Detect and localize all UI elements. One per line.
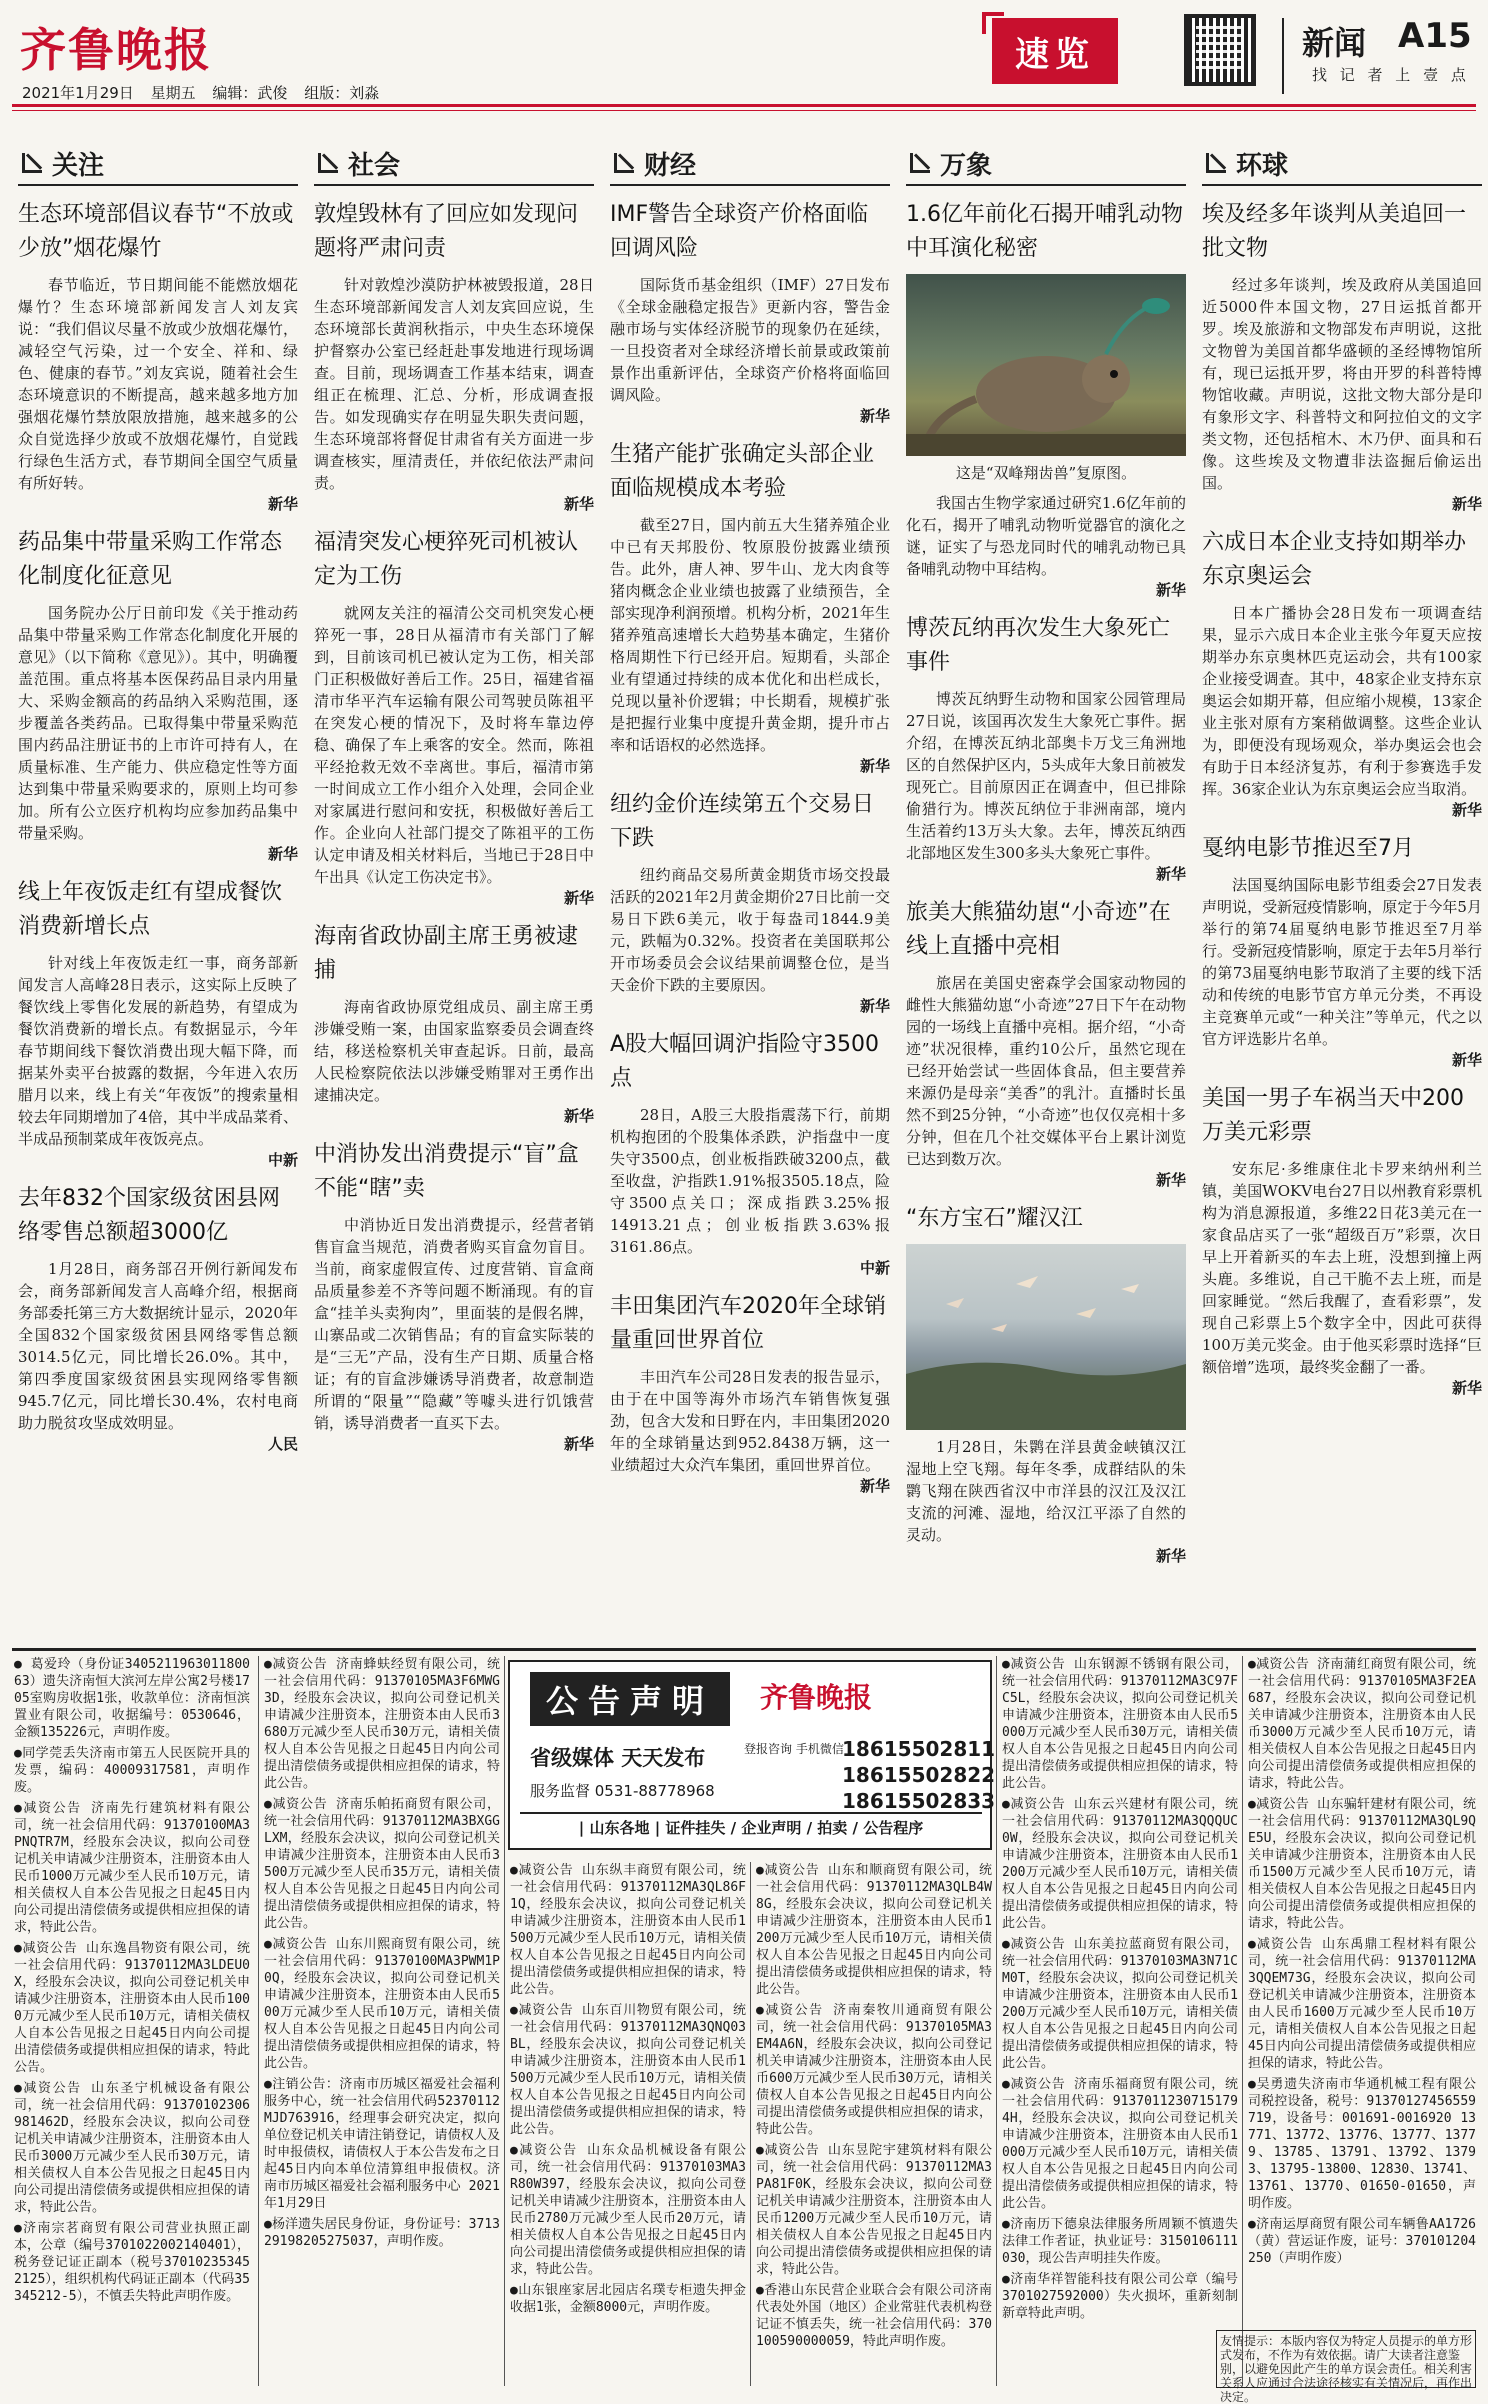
article-source: 新华 (1155, 1171, 1186, 1189)
ad-notice: ●减资公告 山东美拉蓝商贸有限公司，统一社会信用代码：91370103MA3N71CM0T，经股东会决议，拟向公司登记机关申请减少注册资本，注册资本由人民币1200万元减少至人民币10万元，请相关债权人自本公告见报之日起45日内向公司提出清偿债务或提供相应担保的请求，特此公告。 (1002, 1937, 1238, 2071)
article-body: 春节临近，节日期间能不能燃放烟花爆竹？生态环境部新闻发言人刘友宾说：“我们倡议尽量不放或少放烟花爆竹，减轻空气污染，过一个安全、祥和、绿色、健康的春节。”刘友宾说，随着社会生态环境意识的不断提高，越来越多地方加强烟花爆竹禁放限放措施，越来越多的公众自觉选择少放或不放烟花爆竹，自觉践行绿色生活方式，春节期间全国空气质量有所好转。 (18, 276, 298, 492)
article-source: 中新 (859, 1259, 890, 1277)
top-rule-thin (12, 110, 1476, 111)
top-rule (12, 104, 1476, 107)
article-source: 新华 (1451, 1051, 1482, 1069)
article-source: 新华 (563, 889, 594, 907)
masthead-divider (1282, 18, 1284, 94)
article (610, 198, 890, 426)
article (18, 526, 298, 864)
disclaimer-box: 友情提示：本版内容仅为特定人员提示的单方形式发布，不作为有效依据。请广大读者注意鉴别，以避免因此产生的单方误会责任。相关利害关系人应通过合法途径核实有关情况后，再作出决定。 (1216, 2330, 1476, 2388)
ad-notice: ●同学莞丢失济南市第五人民医院开具的发票，编码：40009317581，声明作废。 (14, 1746, 250, 1795)
ad-notice: ●减资公告 济南乐帕拓商贸有限公司，统一社会信用代码：91370112MA3BXGGLXM，经股东会决议，拟向公司登记机关申请减少注册资本，注册资本由人民币3500万元减少至人民币35万元，请相关债权人自本公告见报之日起45日内向公司提出清偿债务或提供相应担保的请求，特此公告。 (264, 1797, 500, 1931)
article-headline: 生态环境部倡议春节“不放或少放”烟花爆竹 (18, 202, 294, 261)
ad-notice: ●注销公告：济南市历城区福爱社会福利服务中心，统一社会信用代码52370112MJD763916，经理事会研究决定，拟向单位登记机关申请注销登记，请债权人及时申报债权，请债权人于本公告发布之日起45日内向本单位清算组申报债权。济南市历城区福爱社会福利服务中心 2021年1月29日 (264, 2077, 500, 2211)
ad-notice: ●济南宗茗商贸有限公司营业执照正副本，公章（编号3701022002140401），税务登记证正副本（税号370102353452125），组织机构代码证正副本（代码35345212-5），不慎丢失特此声明作废。 (14, 2221, 250, 2304)
ad-notice: ●山东银座家居北园店名璞专柜遗失押金收据1张，金额8000元，声明作废。 (510, 2283, 746, 2315)
page-number: A15 (1398, 16, 1472, 56)
article-source: 新华 (859, 997, 890, 1015)
fossil-reconstruction-photo (906, 274, 1186, 456)
article-headline: 福清突发心梗猝死司机被认定为工伤 (314, 530, 579, 589)
ad-divider (504, 1656, 505, 2386)
article-headline: 博茨瓦纳再次发生大象死亡事件 (906, 616, 1171, 675)
section-arrow-icon (910, 153, 930, 173)
article (314, 526, 594, 908)
birds-illustration (906, 1244, 1186, 1430)
ad-notice: ●济南华祥智能科技有限公司公章（编号3701027592000）失火损坏，重新刻制新章特此声明。 (1002, 2272, 1238, 2321)
ad-divider (1242, 1656, 1243, 2386)
article (1202, 832, 1482, 1070)
ad-column-1 (14, 1656, 250, 2309)
ad-notice: ●减资公告 济南蒲红商贸有限公司，统一社会信用代码：91370105MA3F2EA687，经股东会决议，拟向公司登记机关申请减少注册资本，注册资本由人民币3000万元减少至人民币10万元，请相关债权人自本公告见报之日起45日内向公司提出清偿债务或提供相应担保的请求，特此公告。 (1248, 1657, 1476, 1791)
section-arrow-icon (22, 153, 42, 173)
column-header: 关注 (18, 142, 298, 186)
article (314, 1138, 594, 1454)
ad-notice: ●减资公告 山东纵丰商贸有限公司，统一社会信用代码：91370112MA3QL86F1Q，经股东会决议，拟向公司登记机关申请减少注册资本，注册资本由人民币1500万元减少至人民币10万元，请相关债权人自本公告见报之日起45日内向公司提出清偿债务或提供相应担保的请求，特此公告。 (510, 1863, 746, 1997)
ad-notice: ●香港山东民营企业联合会有限公司济南代表处外国（地区）企业常驻代表机构登记证不慎丢失，统一社会信用代码：370100590000059，特此声明作废。 (756, 2283, 992, 2349)
article-headline: 丰田集团汽车2020年全球销量重回世界首位 (610, 1294, 886, 1353)
article-body: 针对敦煌沙漠防护林被毁报道，28日生态环境部新闻发言人刘友宾回应说，生态环境部长黄润秋指示，中央生态环境保护督察办公室已经赶赴事发地进行现场调查。目前，现场调查工作基本结束，调查组正在梳理、汇总、分析，形成调查报告。如发现确实存在明显失职失责问题，生态环境部将督促甘肃省有关方面进一步调查核实，厘清责任，并依纪依法严肃问责。 (314, 276, 594, 492)
ad-notice: ●减资公告 山东圣宁机械设备有限公司，统一社会信用代码：91370102306981462D，经股东会决议，拟向公司登记机关申请减少注册资本，注册资本由人民币3000万元减少至人民币30万元，请相关债权人自本公告见报之日起45日内向公司提出清偿债务或提供相应担保的请求，特此公告。 (14, 2081, 250, 2215)
article-headline: 海南省政协副主席王勇被逮捕 (314, 924, 579, 983)
column-header: 社会 (314, 142, 594, 186)
ad-column-5 (1002, 1656, 1238, 2326)
section-name: 新闻 (1302, 24, 1367, 62)
ad-column-2 (264, 1656, 500, 2254)
qr-code-icon (1184, 14, 1256, 86)
article (1202, 198, 1482, 514)
article (1202, 1082, 1482, 1398)
announcement-box (508, 1660, 996, 1850)
article (18, 198, 298, 514)
reporter-label: 找 记 者 上 壹 点 (1312, 66, 1470, 84)
section-arrow-icon (1206, 153, 1226, 173)
article-headline: 六成日本企业支持如期举办东京奥运会 (1202, 530, 1467, 589)
article-headline: IMF警告全球资产价格面临回调风险 (610, 202, 869, 261)
article-source: 新华 (1451, 1379, 1482, 1397)
article (610, 438, 890, 776)
article-body: 国务院办公厅日前印发《关于推动药品集中带量采购工作常态化制度化开展的意见》（以下简称《意见》）。其中，明确覆盖范围。重点将基本医保药品目录内用量大、采购金额高的药品纳入采购范围，逐步覆盖各类药品。已取得集中带量采购范围内药品注册证书的上市许可持有人，在质量标准、生产能力、供应稳定性等方面达到集中带量采购要求的，原则上均可参加。所有公立医疗机构均应参加药品集中带量采购。 (18, 604, 298, 842)
article-headline: 线上年夜饭走红有望成餐饮消费新增长点 (18, 880, 283, 939)
column-wanxiang (906, 142, 1186, 1566)
announcement-phones (842, 1736, 995, 1814)
ad-notice: ●减资公告 济南秦牧川通商贸有限公司，统一社会信用代码：91370105MA3EM4A6N，经股东会决议，拟向公司登记机关申请减少注册资本，注册资本由人民币600万元减少至人民币30万元，请相关债权人自本公告见报之日起45日内向公司提出清偿债务或提供相应担保的请求，特此公告。 (756, 2003, 992, 2137)
article-body: 我国古生物学家通过研究1.6亿年前的化石，揭开了哺乳动物听觉器官的演化之谜，证实了与恐龙同时代的哺乳动物已具备哺乳动物中耳结构。 (906, 494, 1186, 578)
article-body: 针对线上年夜饭走红一事，商务部新闻发言人高峰28日表示，这实际上反映了餐饮线上零售化发展的新趋势，有望成为餐饮消费新的增长点。有数据显示，今年春节期间线下餐饮消费出现大幅下降，而据某外卖平台披露的数据，今年进入农历腊月以来，线上有关“年夜饭”的搜索量相较去年同期增加了4倍，其中半成品菜肴、半成品预制菜成年夜饭亮点。 (18, 954, 298, 1148)
phone-number: 18615502833 (842, 1789, 996, 1813)
article-source: 新华 (1451, 495, 1482, 513)
article (906, 612, 1186, 884)
article-headline: 戛纳电影节推迟至7月 (1202, 836, 1414, 861)
article-source: 新华 (563, 495, 594, 513)
article-body: 海南省政协原党组成员、副主席王勇涉嫌受贿一案，由国家监察委员会调查终结，移送检察机关审查起诉。日前，最高人民检察院依法以涉嫌受贿罪对王勇作出逮捕决定。 (314, 998, 594, 1104)
ad-notice: ●减资公告 济南先行建筑材料有限公司，统一社会信用代码：91370100MA3PNQTR7M，经股东会决议，拟向公司登记机关申请减少注册资本，注册资本由人民币1000万元减少至人民币10万元，请相关债权人自本公告见报之日起45日内向公司提出清偿债务或提供相应担保的请求，特此公告。 (14, 1801, 250, 1935)
photo-caption: 这是“双峰翔齿兽”复原图。 (955, 464, 1137, 482)
article-body: 日本广播协会28日发布一项调查结果，显示六成日本企业主张今年夏天应按期举办东京奥林匹克运动会，共有100家企业接受调查。其中，48家企业支持东京奥运会如期开幕，但应缩小规模，13家企业主张对原有方案稍做调整。这些企业认为，即便没有现场观众，举办奥运会也会有助于日本经济复苏，有利于参赛选手发挥。36家企业认为东京奥运会应当取消。 (1202, 604, 1482, 798)
ad-notice: ●济南历下德泉法律服务所周颖不慎遗失法律工作者证，执业证号：3150106111030，现公告声明挂失作废。 (1002, 2217, 1238, 2266)
article (18, 1182, 298, 1454)
article-headline: 去年832个国家级贫困县网络零售总额超3000亿 (18, 1186, 280, 1245)
phone-number: 18615502822 (842, 1763, 996, 1787)
announcement-note: 登报咨询 手机微信 (744, 1742, 844, 1756)
ad-column-6 (1248, 1656, 1476, 2271)
article (1202, 526, 1482, 820)
ad-notice: ●减资公告 山东钢源不锈钢有限公司，统一社会信用代码：91370112MA3C97FC5L，经股东会决议，拟向公司登记机关申请减少注册资本，注册资本由人民币5000万元减少至人民币30万元，请相关债权人自本公告见报之日起45日内向公司提出清偿债务或提供相应担保的请求，特此公告。 (1002, 1657, 1238, 1791)
date-line (22, 82, 391, 103)
article-source: 新华 (859, 407, 890, 425)
article-source: 新华 (267, 845, 298, 863)
article (906, 1202, 1186, 1566)
article-body: 国际货币基金组织（IMF）27日发布《全球金融稳定报告》更新内容，警告金融市场与实体经济脱节的现象仍在延续，一旦投资者对全球经济增长前景或政策前景作出重新评估，全球资产价格将面临回调风险。 (610, 276, 890, 404)
ad-notice: ●减资公告 山东百川物贸有限公司，统一社会信用代码：91370112MA3QNQ03BL，经股东会决议，拟向公司登记机关申请减少注册资本，注册资本由人民币1500万元减少至人民币10万元，请相关债权人自本公告见报之日起45日内向公司提出清偿债务或提供相应担保的请求，特此公告。 (510, 2003, 746, 2137)
ad-notice: ●减资公告 济南乐福商贸有限公司，统一社会信用代码：91370112307151794H，经股东会决议，拟向公司登记机关申请减少注册资本，注册资本由人民币1000万元减少至人民币10万元，请相关债权人自本公告见报之日起45日内向公司提出清偿债务或提供相应担保的请求，特此公告。 (1002, 2077, 1238, 2211)
express-badge: 速览 (992, 18, 1118, 84)
ad-divider (750, 1862, 751, 2386)
article-source: 新华 (1451, 801, 1482, 819)
article (18, 876, 298, 1170)
ad-notice: ●减资公告 山东云兴建材有限公司，统一社会信用代码：91370112MA3QQQUC0W，经股东会决议，拟向公司登记机关申请减少注册资本，注册资本由人民币1200万元减少至人民币10万元，请相关债权人自本公告见报之日起45日内向公司提出清偿债务或提供相应担保的请求，特此公告。 (1002, 1797, 1238, 1931)
announcement-logo: 齐鲁晚报 (760, 1681, 873, 1714)
column-huanqiu (1202, 142, 1482, 1398)
article (610, 1290, 890, 1496)
announcement-title: 公告声明 (530, 1672, 730, 1726)
article-body: 经过多年谈判，埃及政府从美国追回近5000件本国文物，27日运抵首都开罗。埃及旅游和文物部发布声明说，这批文物曾为美国首都华盛顿的圣经博物馆所有，现已运抵开罗，将由开罗的科普特博物馆收藏。声明说，这批文物大部分是印有象形文字、科普特文和阿拉伯文的文字类文物，还包括棺木、木乃伊、面具和石像。这些埃及文物遭非法盗掘后偷运出国。 (1202, 276, 1482, 492)
article (314, 198, 594, 514)
article-body: 法国戛纳国际电影节组委会27日发表声明说，受新冠疫情影响，原定于今年5月举行的第74届戛纳电影节推迟至7月举行。受新冠疫情影响，原定于去年5月举行的第73届戛纳电影节取消了主要的线下活动和传统的电影节官方单元分类，不再设主竞赛单元或“一种关注”等单元，代之以官方评选影片名单。 (1202, 876, 1482, 1048)
article-body: 博茨瓦纳野生动物和国家公园管理局27日说，该国再次发生大象死亡事件。据介绍，在博茨瓦纳北部奥卡万戈三角洲地区的自然保护区内，5头成年大象日前被发现死亡。目前原因正在调查中，但已排除偷猎行为。博茨瓦纳位于非洲南部，境内生活着约13万头大象。去年，博茨瓦纳西北部地区发生300多头大象死亡事件。 (906, 690, 1186, 862)
article-body: 安东尼·多维康住北卡罗来纳州利兰镇，美国WOKV电台27日以州教育彩票机构为消息源报道，多维22日花3美元在一家食品店买了一张“超级百万”彩票，次日早上开着新买的车去上班，没想到撞上两头鹿。多维说，自己干脆不去上班，而是回家睡觉。“然后我醒了，查看彩票”，发现自己彩票上5个数字全中，因此可获得100万美元奖金。由于他买彩票时选择“巨额倍增”选项，最终奖金翻了一番。 (1202, 1160, 1482, 1376)
section-arrow-icon (318, 153, 338, 173)
article (906, 198, 1186, 600)
weekday: 星期五 (150, 84, 196, 102)
ads-rule (12, 1648, 1476, 1651)
ad-notice: ●减资公告 山东众品机械设备有限公司，统一社会信用代码：91370103MA3R80W397，经股东会决议，拟向公司登记机关申请减少注册资本，注册资本由人民币2780万元减少至人民币20万元，请相关债权人自本公告见报之日起45日内向公司提出清偿债务或提供相应担保的请求，特此公告。 (510, 2143, 746, 2277)
article-headline: 纽约金价连续第五个交易日下跌 (610, 792, 875, 851)
article (906, 896, 1186, 1190)
article (314, 920, 594, 1126)
article-headline: 药品集中带量采购工作常态化制度化征意见 (18, 530, 283, 589)
column-header: 万象 (906, 142, 1186, 186)
article (610, 1028, 890, 1278)
masthead (12, 10, 1476, 110)
article-source: 新华 (1155, 581, 1186, 599)
mammal-illustration (906, 274, 1186, 456)
section-arrow-icon (614, 153, 634, 173)
article-headline: “东方宝石”耀汉江 (906, 1206, 1083, 1231)
ad-column-4 (756, 1862, 992, 2354)
ad-notice: ● 葛爱玲（身份证340521196301180063）遗失济南恒大滨河左岸公寓2号楼1705室购房收据1张，收款单位：济南恒滨置业有限公司，收据编号：0530646，金额135226元，声明作废。 (14, 1657, 250, 1740)
article-body: 1月28日，商务部召开例行新闻发布会，商务部新闻发言人高峰介绍，根据商务部委托第三方大数据统计显示，2020年全国832个国家级贫困县网络零售总额3014.5亿元，同比增长26.0%。其中，第四季度国家级贫困县实现网络零售额945.7亿元，同比增长30.4%，农村电商助力脱贫攻坚成效明显。 (18, 1260, 298, 1432)
ad-notice: ●减资公告 山东昱陀宇建筑材料有限公司，统一社会信用代码：91370112MA3PA81F0K，经股东会决议，拟向公司登记机关申请减少注册资本，注册资本由人民币1200万元减少至人民币10万元，请相关债权人自本公告见报之日起45日内向公司提出清偿债务或提供相应担保的请求，特此公告。 (756, 2143, 992, 2277)
article-source: 新华 (859, 1477, 890, 1495)
article-headline: 埃及经多年谈判从美追回一批文物 (1202, 202, 1467, 261)
column-guanzhu (18, 142, 298, 1454)
article-source: 新华 (859, 757, 890, 775)
article-body: 纽约商品交易所黄金期货市场交投最活跃的2021年2月黄金期价27日比前一交易日下跌6美元，收于每盎司1844.9美元，跌幅为0.32%。投资者在美国联邦公开市场委员会会议结果前调整仓位，是当天金价下跌的主要原因。 (610, 866, 890, 994)
ad-notice: ●减资公告 山东逸昌物资有限公司，统一社会信用代码：91370112MA3LDEU0X，经股东会决议，拟向公司登记机关申请减少注册资本，注册资本由人民币1000万元减少至人民币10万元，请相关债权人自本公告见报之日起45日内向公司提出清偿债务或提供相应担保的请求，特此公告。 (14, 1941, 250, 2075)
newspaper-logo: 齐鲁晚报 (20, 23, 212, 77)
phone-number: 18615502811 (842, 1737, 996, 1761)
article-source: 新华 (267, 495, 298, 513)
article-source: 新华 (1155, 865, 1186, 883)
ad-notice: ●减资公告 山东骗轩建材有限公司，统一社会信用代码：91370112MA3QL9QE5U，经股东会决议，拟向公司登记机关申请减少注册资本，注册资本由人民币1500万元减少至人民币10万元，请相关债权人自本公告见报之日起45日内向公司提出清偿债务或提供相应担保的请求，特此公告。 (1248, 1797, 1476, 1931)
article-source: 中新 (267, 1151, 298, 1169)
announcement-slogan: 省级媒体 天天发布 (530, 1746, 706, 1770)
column-caijing (610, 142, 890, 1496)
article-headline: A股大幅回调沪指险守3500点 (610, 1032, 880, 1091)
editor: 编辑：武俊 (212, 84, 288, 102)
article-body: 就网友关注的福清公交司机突发心梗猝死一事，28日从福清市有关部门了解到，目前该司机已被认定为工伤，相关部门正积极做好善后工作。25日，福建省福清市华平汽车运输有限公司驾驶员陈祖平在突发心梗的情况下，及时将车靠边停稳、确保了车上乘客的安全。然而，陈祖平经抢救无效不幸离世。事后，福清市第一时间成立工作小组介入处理，会同企业对家属进行慰问和安抚，积极做好善后工作。企业向人社部门提交了陈祖平的工伤认定申请及相关材料后，当地已于28日中午出具《认定工伤决定书》。 (314, 604, 594, 886)
article-headline: 美国一男子车祸当天中200万美元彩票 (1202, 1086, 1464, 1145)
article-headline: 中消协发出消费提示“盲”盒不能“瞎”卖 (314, 1142, 579, 1201)
announcement-hotline: 服务监督 0531-88778968 (530, 1782, 715, 1800)
article-source: 新华 (1155, 1547, 1186, 1565)
article-headline: 1.6亿年前化石揭开哺乳动物中耳演化秘密 (906, 202, 1183, 261)
article-body: 截至27日，国内前五大生猪养殖企业中已有天邦股份、牧原股份披露业绩预告。此外，唐人神、罗牛山、龙大肉食等猪肉概念企业业绩也披露了业绩预告，全部实现净利润预增。机构分析，2021年生猪养殖高速增长大趋势基本确定，生猪价格周期性下行已经开启。短期看，头部企业有望通过持续的成本优化和出栏成长，兑现以量补价逻辑；中长期看，规模扩张是把握行业集中度提升黄金期，提升市占率和话语权的必然选择。 (610, 516, 890, 754)
ad-divider (258, 1656, 259, 2386)
photo-caption: 1月28日，朱鹮在洋县黄金峡镇汉江湿地上空飞翔。每年冬季，成群结队的朱鹮飞翔在陕西省汉中市洋县的汉江及汉江支流的河滩、湿地，给汉江平添了自然的灵动。 (906, 1438, 1186, 1544)
ad-notice: ●减资公告 济南蜂蚨经贸有限公司，统一社会信用代码：91370105MA3F6MWG3D，经股东会决议，拟向公司登记机关申请减少注册资本，注册资本由人民币3680万元减少至人民币30万元，请相关债权人自本公告见报之日起45日内向公司提出清偿债务或提供相应担保的请求，特此公告。 (264, 1657, 500, 1791)
ad-notice: ●减资公告 山东禹鼎工程材料有限公司，统一社会信用代码：91370112MA3QQEM73G，经股东会决议，拟向公司登记机关申请减少注册资本，注册资本由人民币1600万元减少至人民币10万元，请相关债权人自本公告见报之日起45日内向公司提出清偿债务或提供相应担保的请求，特此公告。 (1248, 1937, 1476, 2071)
article-source: 新华 (563, 1107, 594, 1125)
ad-notice: ●杨洋遗失居民身份证，身份证号：371329198205275037，声明作废。 (264, 2217, 500, 2249)
ad-notice: ●减资公告 山东和顺商贸有限公司，统一社会信用代码：91370112MA3QLB4W8G，经股东会决议，拟向公司登记机关申请减少注册资本，注册资本由人民币1200万元减少至人民币10万元，请相关债权人自本公告见报之日起45日内向公司提出清偿债务或提供相应担保的请求，特此公告。 (756, 1863, 992, 1997)
article-headline: 生猪产能扩张确定头部企业面临规模成本考验 (610, 442, 875, 501)
article-source: 人民 (267, 1435, 298, 1453)
article-body: 丰田汽车公司28日发表的报告显示，由于在中国等海外市场汽车销售恢复强劲，包含大发和日野在内，丰田集团2020年的全球销量达到952.8438万辆，这一业绩超过大众汽车集团，重回世界首位。 (610, 1368, 890, 1474)
designer: 组版：刘淼 (304, 84, 380, 102)
article-body: 28日，A股三大股指震荡下行，前期机构抱团的个股集体杀跌，沪指盘中一度失守3500点，创业板指跌破3200点，截至收盘，沪指跌1.91%报3505.18点，险守3500点关口；深成指跌3.25%报14913.21点；创业板指跌3.63%报3161.86点。 (610, 1106, 890, 1256)
column-header: 环球 (1202, 142, 1482, 186)
ad-notice: ●济南运厚商贸有限公司车辆鲁AA1726（黄）营运证作废，证号：370101204250（声明作废） (1248, 2217, 1476, 2266)
article-headline: 敦煌毁林有了回应如发现问题将严肃问责 (314, 202, 579, 261)
ad-notice: ●吴勇遗失济南市华通机械工程有限公司税控设备，税号：91370127456559719，设备号：001691-0016920 13771、13772、13776、13777、13779、13785、13791、13792、13793、13795-13800、12830、13741、13761、13770、01650-01650，声明作废。 (1248, 2077, 1476, 2211)
column-header: 财经 (610, 142, 890, 186)
article-body: 中消协近日发出消费提示，经营者销售盲盒当规范，消费者购买盲盒勿盲目。当前，商家虚假宣传、过度营销、盲盒商品质量参差不齐等问题不断涌现。有的盲盒“挂羊头卖狗肉”，里面装的是假名牌，山寨品或二次销售品；有的盲盒实际装的是“三无”产品，没有生产日期、质量合格证；有的盲盒涉嫌诱导消费者，故意制造所谓的“限量”“隐藏”等噱头进行饥饿营销，诱导消费者一直买下去。 (314, 1216, 594, 1432)
article-body: 旅居在美国史密森学会国家动物园的雌性大熊猫幼崽“小奇迹”27日下午在动物园的一场线上直播中亮相。据介绍，“小奇迹”状况很棒，重约10公斤，虽然它现在已经开始尝试一些固体食品，但主要营养来源仍是母亲“美香”的乳汁。直播时长虽然不到25分钟，“小奇迹”也仅仅亮相十多分钟，但在几个社交媒体平台上累计浏览已达到数万次。 (906, 974, 1186, 1168)
column-shehui (314, 142, 594, 1454)
ad-divider (996, 1656, 997, 2386)
ad-column-3 (510, 1862, 746, 2320)
issue-date: 2021年1月29日 (22, 84, 134, 102)
crested-ibis-photo (906, 1244, 1186, 1430)
article (610, 788, 890, 1016)
article-headline: 旅美大熊猫幼崽“小奇迹”在线上直播中亮相 (906, 900, 1171, 959)
article-source: 新华 (563, 1435, 594, 1453)
ad-notice: ●减资公告 山东川熙商贸有限公司，统一社会信用代码：91370100MA3PWM1P0Q，经股东会决议，拟向公司登记机关申请减少注册资本，注册资本由人民币500万元减少至人民币10万元，请相关债权人自本公告见报之日起45日内向公司提出清偿债务或提供相应担保的请求，特此公告。 (264, 1937, 500, 2071)
announcement-bar: | 山东各地 | 证件挂失 / 企业声明 / 拍卖 / 公告程序 (520, 1812, 982, 1840)
